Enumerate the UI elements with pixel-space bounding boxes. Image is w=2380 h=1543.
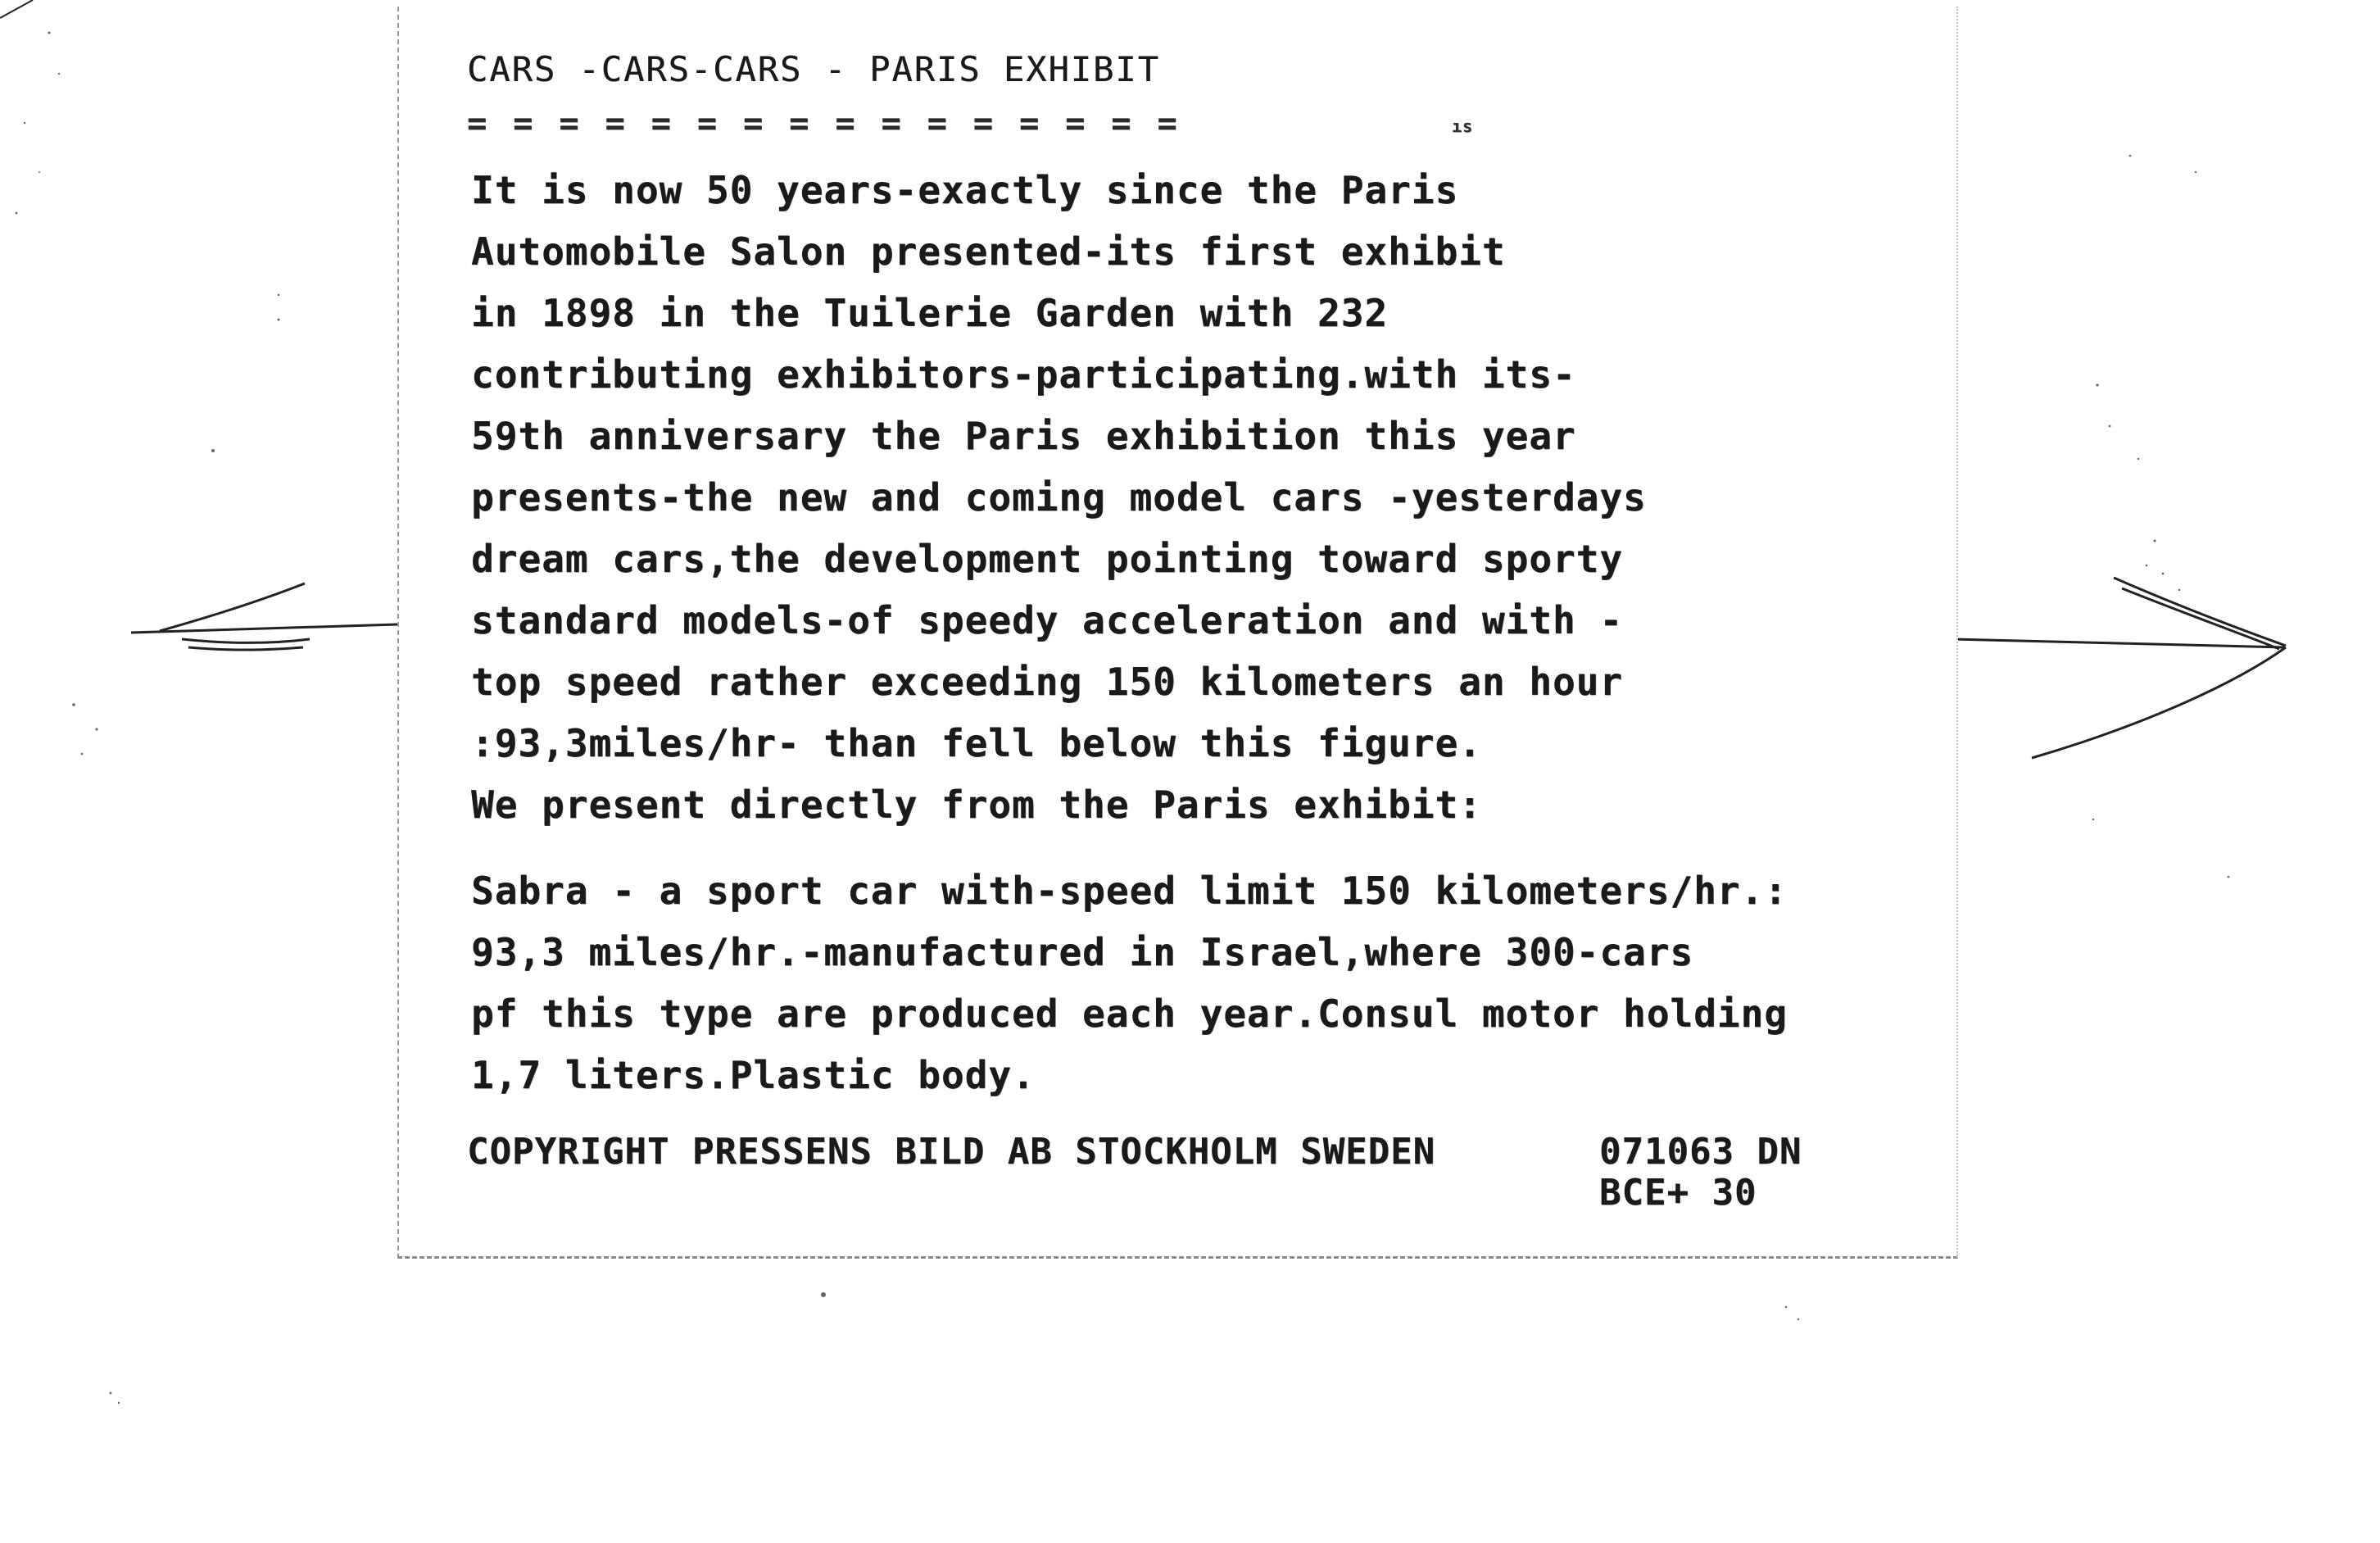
paragraph1-line: :93,3miles/hr- than fell below this figure. [471,721,1482,765]
document-title: CARS -CARS-CARS - PARIS EXHIBIT [467,49,1160,89]
paragraph1-line: Automobile Salon presented-its first exhibit [471,229,1506,274]
paragraph1-line: contributing exhibitors-participating.with its- [471,352,1576,397]
paragraph1-line: top speed rather exceeding 150 kilometers an hour [471,660,1624,704]
corner-scratch [0,0,33,18]
paragraph1-line: It is now 50 years-exactly since the Paris [471,168,1459,212]
paragraph1-line: dream cars,the development pointing toward sporty [471,537,1624,581]
paragraph1-line: 59th anniversary the Paris exhibition this year [471,414,1576,458]
paragraph1-line: We present directly from the Paris exhibit: [471,783,1482,827]
paragraph2-line: 1,7 liters.Plastic body. [471,1053,1036,1097]
right-arrow-icon [1952,578,2286,758]
paragraph2-line: pf this type are produced each year.Consul motor holding [471,992,1788,1036]
paragraph1-line: presents-the new and coming model cars -yesterdays [471,475,1647,520]
paragraph2-line: Sabra - a sport car with-speed limit 150 kilometers/hr.: [471,869,1788,913]
paragraph1-line: standard models-of speedy acceleration and with - [471,598,1624,642]
reference-code: 071063 DN [1599,1131,1802,1173]
paragraph1-line: in 1898 in the Tuilerie Garden with 232 [471,291,1389,335]
left-arrow-icon [131,583,397,650]
margin-mark: ıs [1452,116,1474,136]
title-underline: = = = = = = = = = = = = = = = = [467,105,1181,143]
paragraph2-line: 93,3 miles/hr.-manufactured in Israel,where 300-cars [471,930,1694,974]
copyright-line: COPYRIGHT PRESSENS BILD AB STOCKHOLM SWEDEN [467,1131,1436,1173]
reference-code-2: BCE+ 30 [1599,1172,1757,1214]
